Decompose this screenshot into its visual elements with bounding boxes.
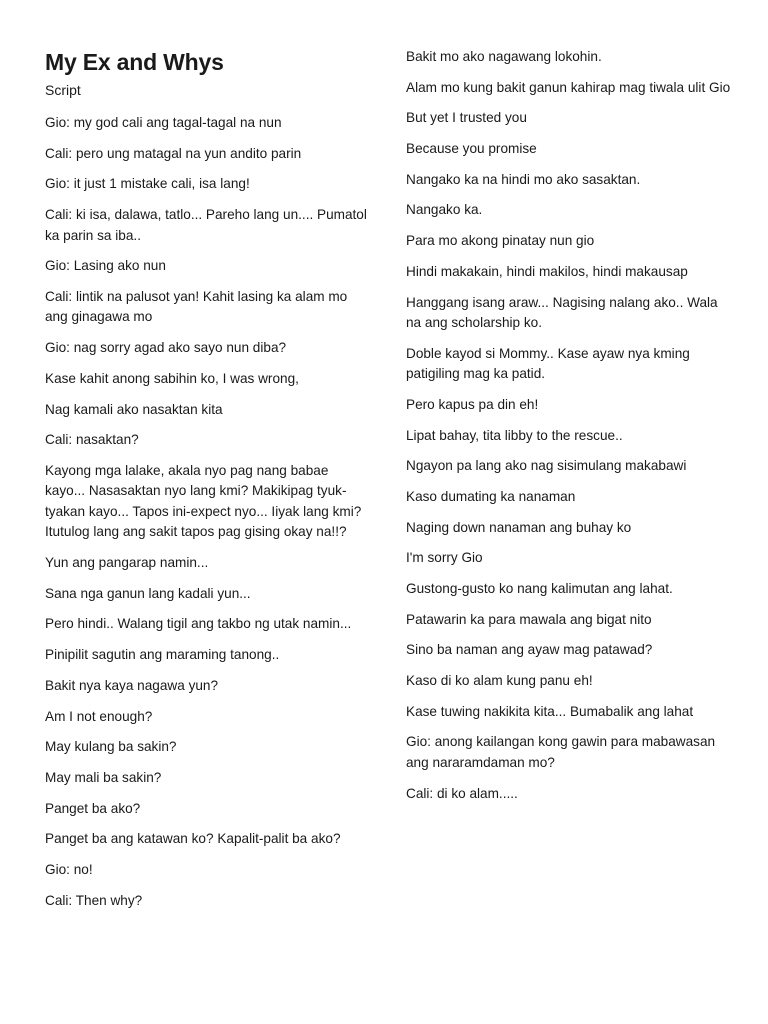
script-line: Gustong-gusto ko nang kalimutan ang lahat. [406,581,673,596]
script-line: Hindi makakain, hindi makilos, hindi makausap [406,263,688,279]
script-line: Cali: nasaktan? [45,432,139,448]
script-line: Cali: lintik na palusot yan! Kahit lasing ka alam mo ang ginagawa mo [45,288,348,325]
script-line: Kase kahit anong sabihin ko, I was wrong, [45,370,299,386]
left-column [45,47,367,921]
script-line: May mali ba sakin? [45,769,162,785]
script-line: Pero kapus pa din eh! [406,396,539,412]
script-line: Bakit nya kaya nagawa yun? [45,677,219,693]
script-line: Nangako ka na hindi mo ako sasaktan. [406,171,641,187]
document-title: My Ex and Whys [45,49,224,75]
script-line: Kayong mga lalake, akala nyo pag nang babae kayo... Nasasaktan nyo lang kmi? Makikipag tyuk-tyakan kayo... Tapos ini-expect nyo... Iiyak lang kmi? Itutulog lang ang sakit tapos pag gising okay na!!? [45,462,362,540]
script-line: Pero hindi.. Walang tigil ang takbo ng utak namin... [45,616,352,632]
script-line: Gio: my god cali ang tagal-tagal na nun [45,115,282,130]
script-line: Gio: Lasing ako nun [45,258,166,274]
document-subtitle: Script [45,82,81,98]
script-line: I'm sorry Gio [406,550,483,566]
script-line: Gio: no! [45,861,93,877]
left-script-lines [45,113,367,911]
script-line: Hanggang isang araw... Nagising nalang ako.. Wala na ang scholarship ko. [406,294,718,330]
script-line: Yun ang pangarap namin... [45,555,209,571]
script-line: Naging down nanaman ang buhay ko [406,519,632,535]
script-line: Ngayon pa lang ako nag sisimulang makabawi [406,458,687,474]
script-line: Patawarin ka para mawala ang bigat nito [406,611,652,627]
right-column [406,47,736,814]
script-line: Gio: nag sorry agad ako sayo nun diba? [45,340,287,356]
script-line: May kulang ba sakin? [45,739,177,755]
script-line: Lipat bahay, tita libby to the rescue.. [406,427,623,443]
script-line: But yet I trusted you [406,110,527,126]
script-line: Cali: pero ung matagal na yun andito parin [45,145,302,161]
script-line: Panget ba ako? [45,800,141,816]
script-line: Doble kayod si Mommy.. Kase ayaw nya kming patigiling mag ka patid. [406,345,690,382]
script-line: Nangako ka. [406,202,483,218]
script-line: Cali: ki isa, dalawa, tatlo... Pareho lang un.... Pumatol ka parin sa iba.. [45,207,367,243]
script-line: Kaso di ko alam kung panu eh! [406,673,593,689]
script-line: Cali: di ko alam..... [406,785,518,801]
script-line: Panget ba ang katawan ko? Kapalit-palit ba ako? [45,831,341,847]
script-line: Bakit mo ako nagawang lokohin. [406,49,602,64]
script-line: Sino ba naman ang ayaw mag patawad? [406,642,653,658]
script-line: Kase tuwing nakikita kita... Bumabalik ang lahat [406,703,694,719]
script-line: Alam mo kung bakit ganun kahirap mag tiwala ulit Gio [406,79,731,95]
script-line: Pinipilit sagutin ang maraming tanong.. [45,647,280,663]
script-line: Gio: it just 1 mistake cali, isa lang! [45,176,250,192]
script-line: Sana nga ganun lang kadali yun... [45,585,251,601]
script-line: Cali: Then why? [45,892,143,908]
script-line: Nag kamali ako nasaktan kita [45,401,223,417]
right-script-lines [406,47,736,804]
script-line: Gio: anong kailangan kong gawin para mabawasan ang nararamdaman mo? [406,734,716,770]
script-line: Kaso dumating ka nanaman [406,488,576,504]
script-line: Para mo akong pinatay nun gio [406,233,595,249]
script-line: Am I not enough? [45,708,153,724]
script-line: Because you promise [406,141,537,157]
